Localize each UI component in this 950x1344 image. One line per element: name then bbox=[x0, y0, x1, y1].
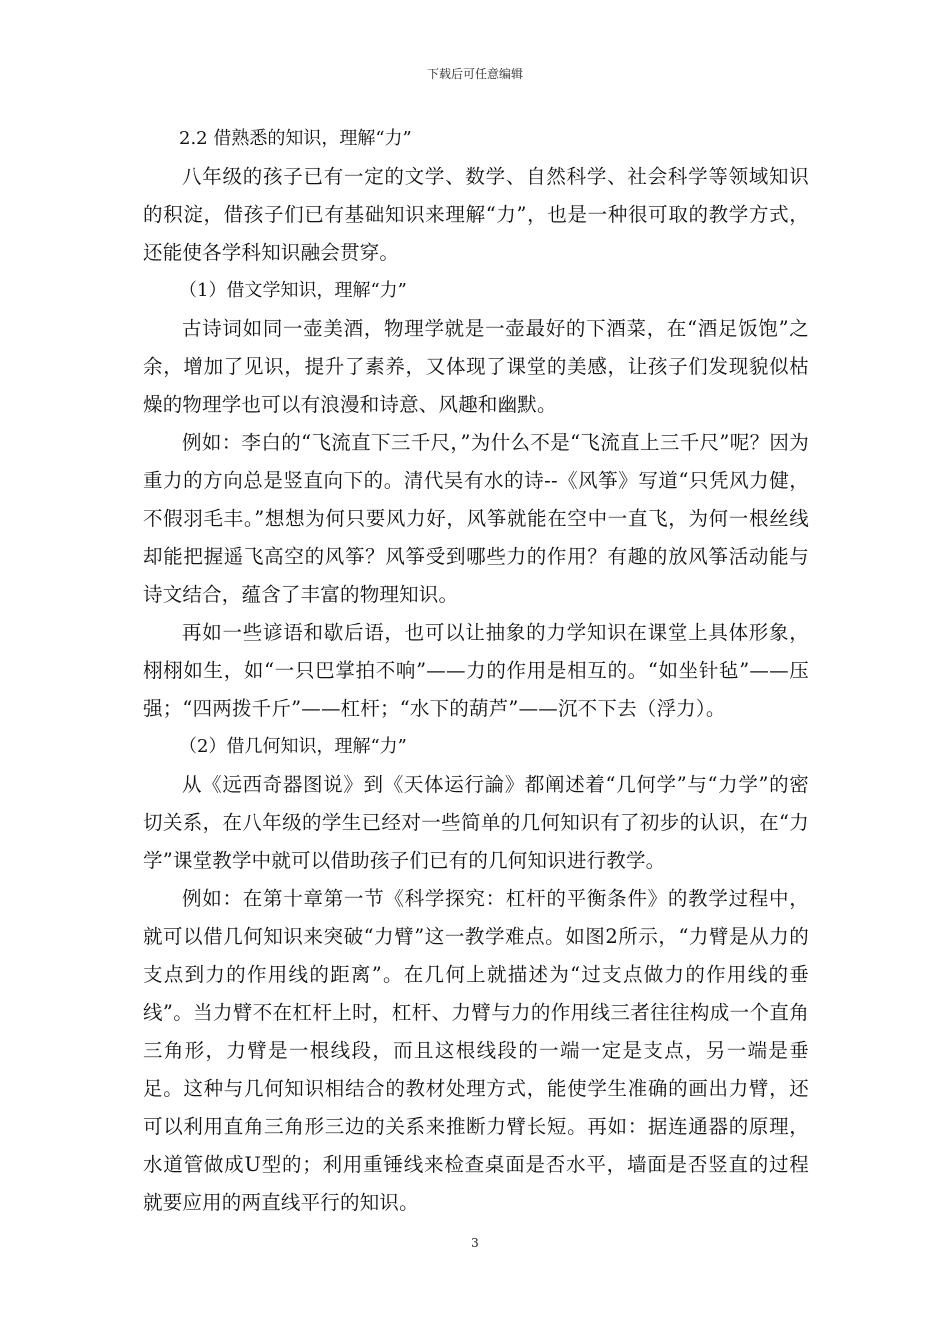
document-body bbox=[143, 120, 809, 1222]
page-number: 3 bbox=[471, 1236, 479, 1250]
page-header: 下载后可任意编辑 bbox=[426, 67, 523, 81]
paragraph-example-libai: 例如：李白的“飞流直下三千尺，”为什么不是“飞流直上三千尺”呢？因为重力的方向总是竖直向下的。清代吴有水的诗--《风筝》写道“只凭风力健，不假羽毛丰。”想想为何只要风力好，风筝就能在空中一直飞，为何一根丝线却能把握遥飞高空的风筝？风筝受到哪些力的作用？有趣的放风筝活动能与诗文结合，蕴含了丰富的物理知识。 bbox=[143, 431, 809, 606]
paragraph-poetry: 古诗词如同一壶美酒，物理学就是一壶最好的下酒菜，在“酒足饭饱”之余，增加了见识，提升了素养，又体现了课堂的美感，让孩子们发现貌似枯燥的物理学也可以有浪漫和诗意、风趣和幽默。 bbox=[143, 317, 809, 416]
subheading-geometry: （2）借几何知识，理解“力” bbox=[179, 736, 407, 757]
paragraph-geometry-history: 从《远西奇器图说》到《天体运行論》都阐述着“几何学”与“力学”的密切关系，在八年级的学生已经对一些简单的几何知识有了初步的认识，在“力学”课堂教学中就可以借助孩子们已有的几何知识进行教学。 bbox=[143, 773, 809, 872]
paragraph-proverbs: 再如一些谚语和歇后语，也可以让抽象的力学知识在课堂上具体形象，栩栩如生，如“一只巴掌拍不响”——力的作用是相互的。“如坐针毡”——压强；“四两拨千斤”——杠杆；“水下的葫芦”——沉不下去（浮力）。 bbox=[143, 621, 809, 720]
subheading-literature: （1）借文学知识，理解“力” bbox=[179, 280, 407, 301]
paragraph-lever-example: 例如：在第十章第一节《科学探究：杠杆的平衡条件》的教学过程中，就可以借几何知识来突破“力臂”这一教学难点。如图2所示，“力臂是从力的支点到力的作用线的距离”。在几何上就描述为“过支点做力的作用线的垂线”。当力臂不在杠杆上时，杠杆、力臂与力的作用线三者往往构成一个直角三角形，力臂是一根线段，而且这根线段的一端一定是支点，另一端是垂足。这种与几何知识相结合的教材处理方式，能使学生准确的画出力臂，还可以利用直角三角形三边的关系来推断力臂长短。再如：据连通器的原理，水道管做成U型的；利用重锤线来检查桌面是否水平，墙面是否竖直的过程就要应用的两直线平行的知识。 bbox=[143, 887, 809, 1214]
paragraph-intro: 八年级的孩子已有一定的文学、数学、自然科学、社会科学等领域知识的积淀，借孩子们已有基础知识来理解“力”，也是一种很可取的教学方式，还能使各学科知识融会贯穿。 bbox=[143, 165, 809, 264]
section-heading: 2.2 借熟悉的知识，理解“力” bbox=[179, 128, 412, 149]
